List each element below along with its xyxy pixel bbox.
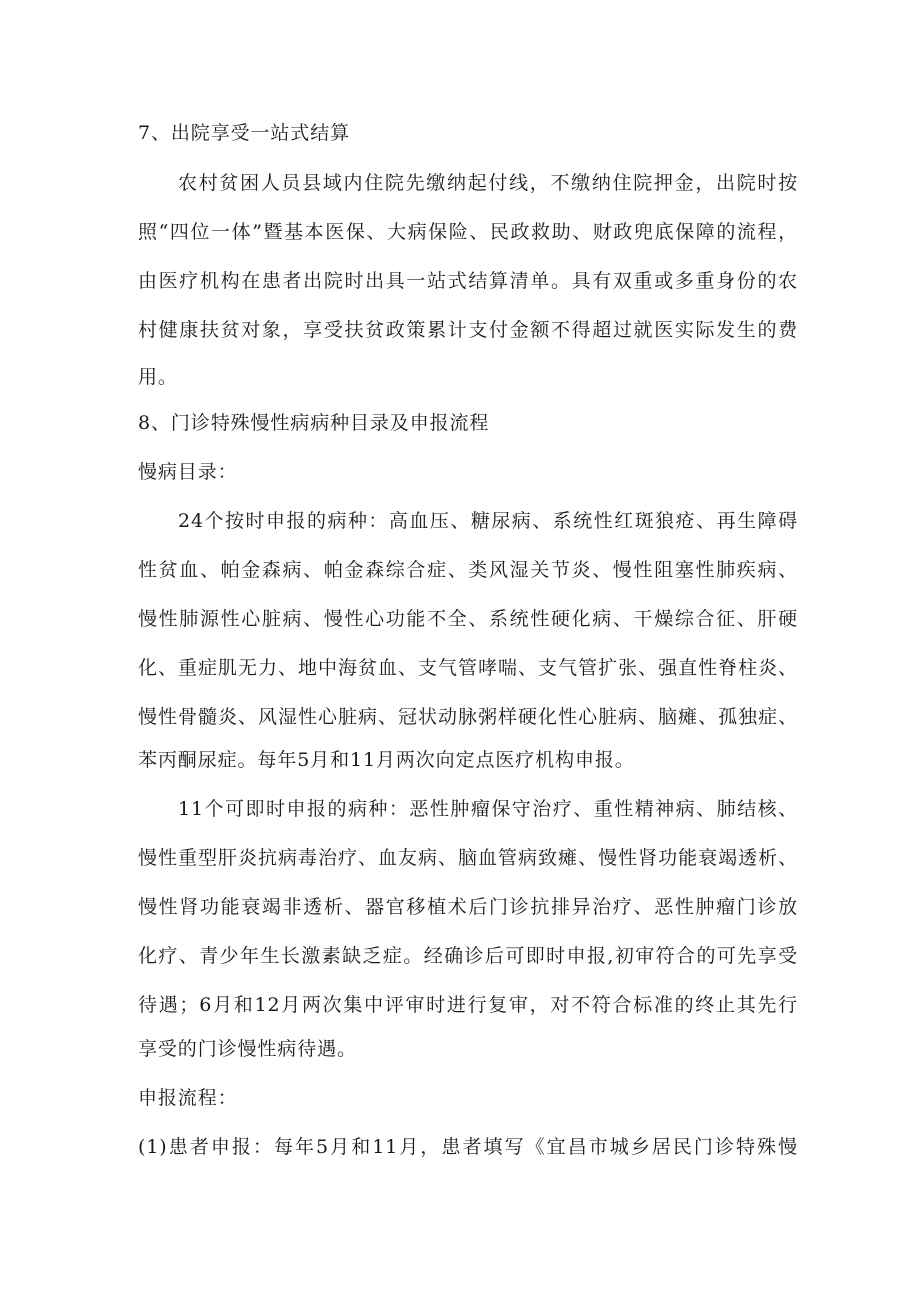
paragraph-line: 由医疗机构在患者出院时出具一站式结算清单。具有双重或多重身份的农 bbox=[138, 270, 798, 292]
process-label: 申报流程： bbox=[138, 1087, 238, 1109]
paragraph-line: 村健康扶贫对象，享受扶贫政策累计支付金额不得超过就医实际发生的费 bbox=[138, 319, 798, 341]
paragraph-line: 慢性骨髓炎、风湿性心脏病、冠状动脉粥样硬化性心脏病、脑瘫、孤独症、 bbox=[138, 706, 798, 728]
process-step-1: (1)患者申报：每年5月和11月，患者填写《宜昌市城乡居民门诊特殊慢 bbox=[138, 1136, 798, 1158]
paragraph-line: 慢性肺源性心脏病、慢性心功能不全、系统性硬化病、干燥综合征、肝硬 bbox=[138, 608, 798, 630]
paragraph-line: 性贫血、帕金森病、帕金森综合症、类风湿关节炎、慢性阻塞性肺疾病、 bbox=[138, 559, 798, 581]
section-7-heading: 7、出院享受一站式结算 bbox=[138, 122, 350, 144]
paragraph-line: 化疗、青少年生长激素缺乏症。经确诊后可即时申报,初审符合的可先享受 bbox=[138, 945, 798, 967]
paragraph-line: 照“四位一体”暨基本医保、大病保险、民政救助、财政兜底保障的流程， bbox=[138, 221, 798, 243]
paragraph-line: 11个可即时申报的病种：恶性肿瘤保守治疗、重性精神病、肺结核、 bbox=[178, 798, 798, 820]
paragraph-line: 待遇；6月和12月两次集中评审时进行复审，对不符合标准的终止其先行 bbox=[138, 994, 798, 1016]
paragraph-line: 用。 bbox=[138, 366, 178, 388]
paragraph-line: 苯丙酮尿症。每年5月和11月两次向定点医疗机构申报。 bbox=[138, 749, 635, 771]
paragraph-line: 化、重症肌无力、地中海贫血、支气管哮喘、支气管扩张、强直性脊柱炎、 bbox=[138, 657, 798, 679]
catalog-label: 慢病目录： bbox=[138, 461, 238, 483]
paragraph-line: 慢性肾功能衰竭非透析、器官移植术后门诊抗排异治疗、恶性肿瘤门诊放 bbox=[138, 896, 798, 918]
paragraph-line: 24个按时申报的病种：高血压、糖尿病、系统性红斑狼疮、再生障碍 bbox=[178, 510, 798, 532]
paragraph-line: 慢性重型肝炎抗病毒治疗、血友病、脑血管病致瘫、慢性肾功能衰竭透析、 bbox=[138, 847, 798, 869]
section-8-heading: 8、门诊特殊慢性病病种目录及申报流程 bbox=[138, 412, 490, 434]
paragraph-line: 农村贫困人员县域内住院先缴纳起付线，不缴纳住院押金，出院时按 bbox=[178, 172, 798, 194]
paragraph-line: 享受的门诊慢性病待遇。 bbox=[138, 1038, 357, 1060]
